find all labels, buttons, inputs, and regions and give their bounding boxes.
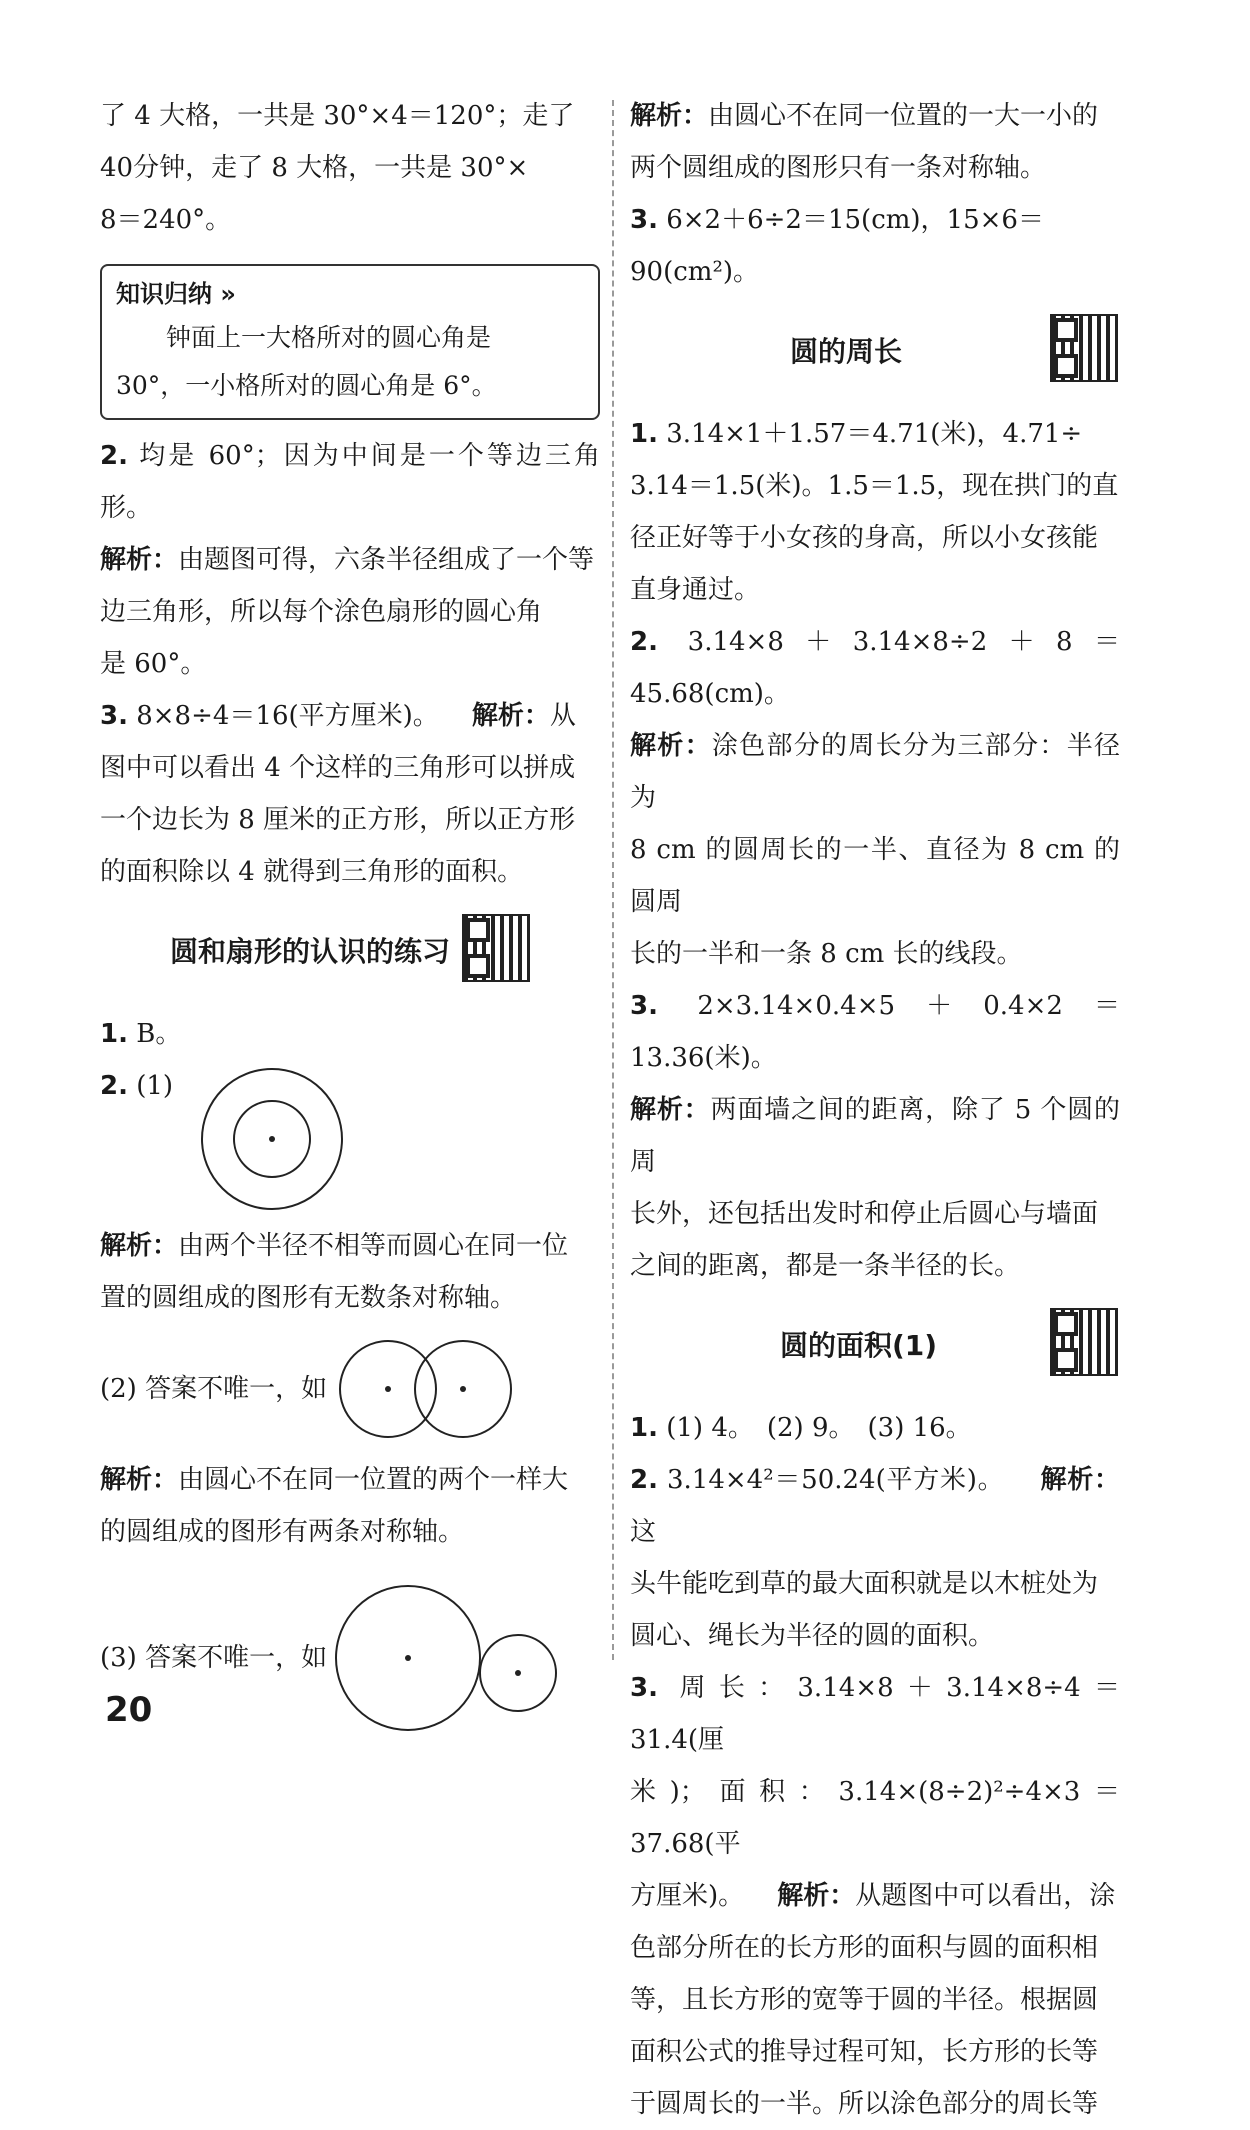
analysis-label: 解析：: [630, 731, 712, 761]
question-1: [630, 408, 1120, 460]
section-header: [630, 1292, 1120, 1402]
question-text: B。: [136, 1019, 182, 1049]
question-number: 3.: [630, 205, 658, 235]
analysis-line: 置的圆组成的图形有无数条对称轴。: [100, 1283, 517, 1313]
qr-code-icon[interactable]: [1050, 314, 1118, 382]
question-text: (1) 4。 (2) 9。 (3) 16。: [666, 1413, 972, 1443]
question-text: 米)；面积：3.14×(8÷2)²÷4×3＝37.68(平: [630, 1777, 1120, 1859]
center-dot: [385, 1386, 391, 1392]
analysis-line: 等，且长方形的宽等于圆的半径。根据圆: [630, 1985, 1099, 2015]
sub-question: (3) 答案不唯一，如: [100, 1643, 328, 1673]
column-divider: [612, 100, 614, 1660]
question-text: 3.14＝1.5(米)。1.5＝1.5，现在拱门的直: [630, 471, 1119, 501]
analysis-text: 由两个半径不相等而圆心在同一位: [178, 1231, 569, 1261]
summary-line: 钟面上一大格所对的圆心角是: [166, 323, 492, 352]
section-header: [100, 898, 600, 1008]
question-number: 2.: [630, 1465, 658, 1495]
question-number: 3.: [100, 701, 128, 731]
analysis-line: [630, 90, 1120, 142]
question-2: [630, 616, 1120, 720]
analysis-label: 解析：: [100, 545, 179, 575]
question-text: 3.14×4²＝50.24(平方米)。: [667, 1465, 1005, 1495]
analysis-text: 涂色部分的周长分为三部分：半径为: [630, 731, 1120, 813]
analysis-line: 长外，还包括出发时和停止后圆心与墙面: [630, 1199, 1099, 1229]
analysis-text: 由圆心不在同一位置的一大一小的: [708, 101, 1099, 131]
sub-question: (2) 答案不唯一，如: [100, 1374, 328, 1404]
analysis-line: 图中可以看出 4 个这样的三角形可以拼成: [100, 753, 576, 783]
analysis-line: 的面积除以 4 就得到三角形的面积。: [100, 857, 524, 887]
concentric-circles-figure: [197, 1064, 347, 1214]
center-dot: [405, 1655, 411, 1661]
analysis-line: 面积公式的推导过程可知，长方形的长等: [630, 2037, 1099, 2067]
analysis-line: 的圆组成的图形有两条对称轴。: [100, 1517, 465, 1547]
question-text: 方厘米)。: [630, 1881, 745, 1911]
analysis-line: [100, 534, 600, 586]
analysis-label: 解析：: [471, 701, 550, 731]
left-column: [100, 90, 600, 1748]
center-dot: [460, 1386, 466, 1392]
section-title: 圆和扇形的认识的练习: [170, 935, 451, 968]
intro-line: 40分钟，走了 8 大格，一共是 30°×: [100, 153, 529, 183]
analysis-label: 解析：: [100, 1465, 179, 1495]
intro-line: 8＝240°。: [100, 205, 232, 235]
analysis-line: [630, 720, 1120, 824]
unequal-circles-figure: [333, 1573, 573, 1743]
question-2: [630, 1454, 1120, 1558]
question-text: 直身通过。: [630, 575, 761, 605]
question-1: [100, 1008, 600, 1060]
analysis-label: 解析：: [100, 1231, 179, 1261]
analysis-text: 从题图中可以看出，涂: [855, 1881, 1116, 1911]
section-header: [630, 298, 1120, 408]
analysis-line: 圆心、绳长为半径的圆的面积。: [630, 1621, 995, 1651]
question-text: 均是 60°；因为中间是一个等边三角形。: [100, 441, 600, 523]
analysis-text: 由题图可得，六条半径组成了一个等: [178, 545, 595, 575]
analysis-text: 这: [630, 1517, 657, 1547]
section-title: 圆的周长: [790, 335, 903, 368]
analysis-line: 长的一半和一条 8 cm 长的线段。: [630, 939, 1023, 969]
question-text: 周长：3.14×8＋3.14×8÷4＝31.4(厘: [630, 1673, 1121, 1755]
question-text: 6×2＋6÷2＝15(cm)，15×6＝: [666, 205, 1044, 235]
right-column: [630, 90, 1120, 2130]
question-text: 8×8÷4＝16(平方厘米)。: [136, 701, 439, 731]
analysis-line: [630, 1084, 1120, 1188]
question-number: 1.: [630, 419, 658, 449]
analysis-line: 一个边长为 8 厘米的正方形，所以正方形: [100, 805, 576, 835]
question-text: 2×3.14×0.4×5＋0.4×2＝13.36(米)。: [630, 991, 1121, 1073]
question-text: 3.14×8＋3.14×8÷2＋8＝45.68(cm)。: [630, 627, 1121, 709]
summary-box: [100, 264, 600, 420]
analysis-line: 之间的距离，都是一条半径的长。: [630, 1251, 1021, 1281]
analysis-label: 解析：: [1040, 1465, 1120, 1495]
question-number: 2.: [100, 1071, 128, 1101]
analysis-text: 由圆心不在同一位置的两个一样大: [178, 1465, 569, 1495]
center-dot: [515, 1670, 521, 1676]
question-1: [630, 1402, 1120, 1454]
summary-line: 30°，一小格所对的圆心角是 6°。: [116, 371, 497, 400]
analysis-label: 解析：: [630, 1095, 711, 1125]
analysis-label: 解析：: [777, 1881, 856, 1911]
analysis-line: [100, 1220, 600, 1272]
question-text: 径正好等于小女孩的身高，所以小女孩能: [630, 523, 1099, 553]
question-number: 2.: [630, 627, 658, 657]
analysis-line: [100, 1454, 600, 1506]
analysis-line: 边三角形，所以每个涂色扇形的圆心角: [100, 597, 543, 627]
analysis-text: 两面墙之间的距离，除了 5 个圆的周: [630, 1095, 1120, 1177]
figure-concentric: [100, 1060, 600, 1220]
analysis-label: 解析：: [630, 101, 709, 131]
question-3: [630, 1662, 1120, 1766]
analysis-line: 是 60°。: [100, 649, 207, 679]
center-dot: [269, 1136, 275, 1142]
sub-question: (1): [136, 1071, 174, 1101]
question-3: [100, 690, 600, 742]
figure-equal-circles: [100, 1324, 600, 1454]
intro-line: 了 4 大格，一共是 30°×4＝120°；走了: [100, 101, 575, 131]
question-number: 3.: [630, 991, 658, 1021]
question-number: 3.: [630, 1673, 658, 1703]
equal-circles-figure: [333, 1334, 533, 1444]
analysis-line: 色部分所在的长方形的面积与圆的面积相: [630, 1933, 1099, 1963]
page-number: 20: [105, 1690, 153, 1730]
qr-code-icon[interactable]: [462, 914, 530, 982]
analysis-line: 于圆周长的一半。所以涂色部分的周长等: [630, 2089, 1099, 2119]
qr-code-icon[interactable]: [1050, 1308, 1118, 1376]
question-number: 1.: [100, 1019, 128, 1049]
question-number: 1.: [630, 1413, 658, 1443]
question-number: 2.: [100, 441, 128, 471]
question-3: [630, 980, 1120, 1084]
analysis-text: 从: [549, 701, 576, 731]
question-text: 90(cm²)。: [630, 257, 760, 287]
section-title: 圆的面积(1): [780, 1329, 938, 1362]
analysis-line: 两个圆组成的图形只有一条对称轴。: [630, 153, 1047, 183]
summary-box-title: 知识归纳 »: [116, 280, 236, 308]
analysis-line: 8 cm 的圆周长的一半、直径为 8 cm 的圆周: [630, 835, 1120, 917]
figure-unequal-circles: [100, 1568, 600, 1748]
question-3: [630, 194, 1120, 246]
analysis-line: 头牛能吃到草的最大面积就是以木桩处为: [630, 1569, 1099, 1599]
question-text: [630, 1870, 1120, 1922]
question-text: 3.14×1＋1.57＝4.71(米)，4.71÷: [666, 419, 1083, 449]
question-2: [100, 430, 600, 534]
